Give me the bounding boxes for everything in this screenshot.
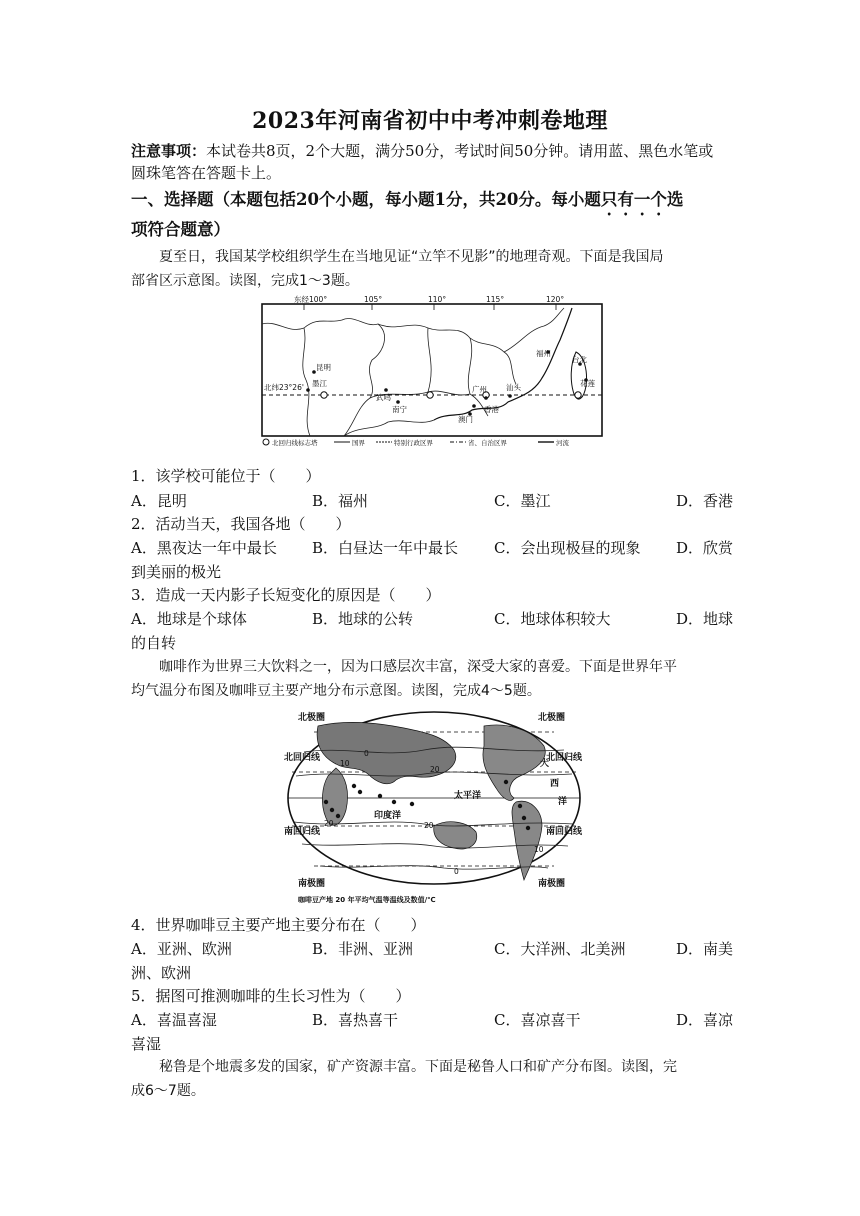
q2-option-a[interactable]: A．黑夜达一年中最长 <box>131 539 277 557</box>
map1-place-hualien: 花莲 <box>580 379 595 388</box>
intro2-line-1 <box>131 656 731 678</box>
intro3-line-1 <box>131 1056 731 1078</box>
map2-isotherm-3: 20 <box>424 821 434 830</box>
map2-isotherm-2: 20 <box>430 765 440 774</box>
map1-place-hongkong: 香港 <box>484 405 499 414</box>
map1-lon-label-4: 120° <box>546 295 565 304</box>
q1-option-c[interactable]: C．墨江 <box>494 492 551 510</box>
section-heading-post: 选 <box>666 190 684 209</box>
intro1-text-1: 夏至日，我国某学校组织学生在当地见证“立竿不见影”的地理奇观。下面是我国局 <box>159 249 664 265</box>
map2-label-tropic-s-right: 南回归线 <box>546 827 583 837</box>
map2-ocean-atlantic-2: 西 <box>550 779 560 789</box>
notice-line-1 <box>131 140 731 162</box>
q2-stem: 2．活动当天，我国各地（ ） <box>131 515 351 533</box>
intro2-text-1: 咖啡作为世界三大饮料之一，因为口感层次丰富，深受大家的喜爱。下面是世界年平 <box>159 659 677 675</box>
intro1-line-1 <box>131 246 731 268</box>
q5-option-d-cont: 喜湿 <box>131 1035 162 1053</box>
q4-option-b[interactable]: B．非洲、亚洲 <box>312 940 414 958</box>
map1-place-nanning: 南宁 <box>392 405 407 414</box>
intro2-line-2: 均气温分布图及咖啡豆主要产地分布示意图。读图，完成4～5题。 <box>131 683 541 699</box>
q2-option-d-cont: 到美丽的极光 <box>131 563 222 581</box>
map2-isotherm-6: 0 <box>454 867 459 876</box>
intro3-text-1: 秘鲁是个地震多发的国家，矿产资源丰富。下面是秘鲁人口和矿产分布图。读图，完 <box>159 1059 677 1075</box>
map1-place-macau: 澳门 <box>458 415 473 424</box>
notice-label: 注意事项： <box>131 142 207 160</box>
map1-boundaries <box>262 308 564 436</box>
q2-option-c[interactable]: C．会出现极昼的现象 <box>494 539 641 557</box>
q3-option-b[interactable]: B．地球的公转 <box>312 610 414 628</box>
map2-isotherm-1: 10 <box>340 759 350 768</box>
q1-option-a[interactable]: A．昆明 <box>131 492 187 510</box>
map1-frame <box>262 304 602 436</box>
map1-place-wuming: 武鸣 <box>376 393 391 402</box>
map1-lon-label-3: 115° <box>486 295 505 304</box>
world-coffee-map <box>284 706 584 906</box>
section-heading-pre: 一、选择题（本题包括20个小题，每小题1分，共20分。每小题 <box>131 190 601 209</box>
map2-label-tropic-n-left: 北回归线 <box>284 753 321 763</box>
map1-place-fuzhou: 福州 <box>536 349 551 358</box>
map2-isotherm-4: 20 <box>324 819 334 828</box>
q1-option-d[interactable]: D．香港 <box>676 492 734 510</box>
map2-isotherm-5: 10 <box>534 845 544 854</box>
map1-place-taipei: 台北 <box>572 355 587 364</box>
q1-stem: 1．该学校可能位于（ ） <box>131 467 321 485</box>
q3-option-d-cont: 的自转 <box>131 634 177 652</box>
map2-label-antarctic-left: 南极圈 <box>298 879 326 889</box>
q4-option-d-cont: 洲、欧洲 <box>131 964 192 982</box>
map1-coastline <box>434 308 572 420</box>
q4-stem: 4．世界咖啡豆主要产地主要分布在（ ） <box>131 916 426 934</box>
q5-option-a[interactable]: A．喜温喜湿 <box>131 1011 217 1029</box>
section-heading-line-2: 项符合题意） <box>131 220 230 239</box>
q4-option-d[interactable]: D．南美 <box>676 940 734 958</box>
map2-label-tropic-s-left: 南回归线 <box>284 827 321 837</box>
q5-option-d[interactable]: D．喜凉 <box>676 1011 734 1029</box>
map2-isotherm-0: 0 <box>364 749 369 758</box>
q3-option-c[interactable]: C．地球体积较大 <box>494 610 611 628</box>
map2-ocean-pacific: 太平洋 <box>454 791 482 801</box>
map1-legend-sar: 特别行政区界 <box>394 439 433 446</box>
map1-place-shantou: 汕头 <box>506 383 521 392</box>
q1-option-b[interactable]: B．福州 <box>312 492 369 510</box>
map2-ocean-indian: 印度洋 <box>374 811 402 821</box>
notice-line-2: 圆珠笔答在答题卡上。 <box>131 164 282 182</box>
page-title: 2023年河南省初中中考冲刺卷地理 <box>252 108 608 134</box>
map1-legend-border: 国界 <box>352 439 365 446</box>
map2-ocean-atlantic-1: 大 <box>540 759 550 769</box>
intro1-line-2: 部省区示意图。读图，完成1～3题。 <box>131 273 359 289</box>
q3-stem: 3．造成一天内影子长短变化的原因是（ ） <box>131 586 441 604</box>
q5-stem: 5．据图可推测咖啡的生长习性为（ ） <box>131 987 411 1005</box>
q2-option-d[interactable]: D．欣赏 <box>676 539 734 557</box>
map2-ocean-atlantic-3: 洋 <box>558 797 568 807</box>
map1-place-kunming: 昆明 <box>316 363 331 372</box>
notice-text-1: 本试卷共8页，2个大题，满分50分，考试时间50分钟。请用蓝、黑色水笔或 <box>206 142 714 160</box>
q4-option-a[interactable]: A．亚洲、欧洲 <box>131 940 232 958</box>
map1-place-mojiang: 墨江 <box>312 379 327 388</box>
map2-legend: 咖啡豆产地 20 年平均气温等温线及数值/℃ <box>298 896 436 904</box>
section-heading-line-1 <box>131 189 731 219</box>
map1-legend-tower: 北回归线标志塔 <box>272 439 318 446</box>
q3-option-d[interactable]: D．地球 <box>676 610 734 628</box>
map2-label-tropic-n-right: 北回归线 <box>546 753 583 763</box>
map1-lon-label-1: 105° <box>364 295 383 304</box>
china-region-map <box>258 294 606 446</box>
q4-option-c[interactable]: C．大洋洲、北美洲 <box>494 940 626 958</box>
q3-option-a[interactable]: A．地球是个球体 <box>131 610 247 628</box>
map2-label-arctic-left: 北极圈 <box>298 713 326 723</box>
map1-place-guangzhou: 广州 <box>472 385 487 394</box>
map2-label-antarctic-right: 南极圈 <box>538 879 566 889</box>
section-heading-emphasis: 只有一个 <box>600 190 667 209</box>
map1-lat-label: 北纬23°26' <box>264 383 304 392</box>
map1-legend-river: 河流 <box>556 439 569 446</box>
map1-lon-label-0: 东经100° <box>294 295 328 304</box>
map1-legend-province: 省、自治区界 <box>468 439 507 446</box>
q2-option-b[interactable]: B．白昼达一年中最长 <box>312 539 459 557</box>
map2-label-arctic-right: 北极圈 <box>538 713 566 723</box>
map1-lon-label-2: 110° <box>428 295 447 304</box>
intro3-line-2: 成6～7题。 <box>131 1083 205 1099</box>
q5-option-c[interactable]: C．喜凉喜干 <box>494 1011 581 1029</box>
q5-option-b[interactable]: B．喜热喜干 <box>312 1011 399 1029</box>
